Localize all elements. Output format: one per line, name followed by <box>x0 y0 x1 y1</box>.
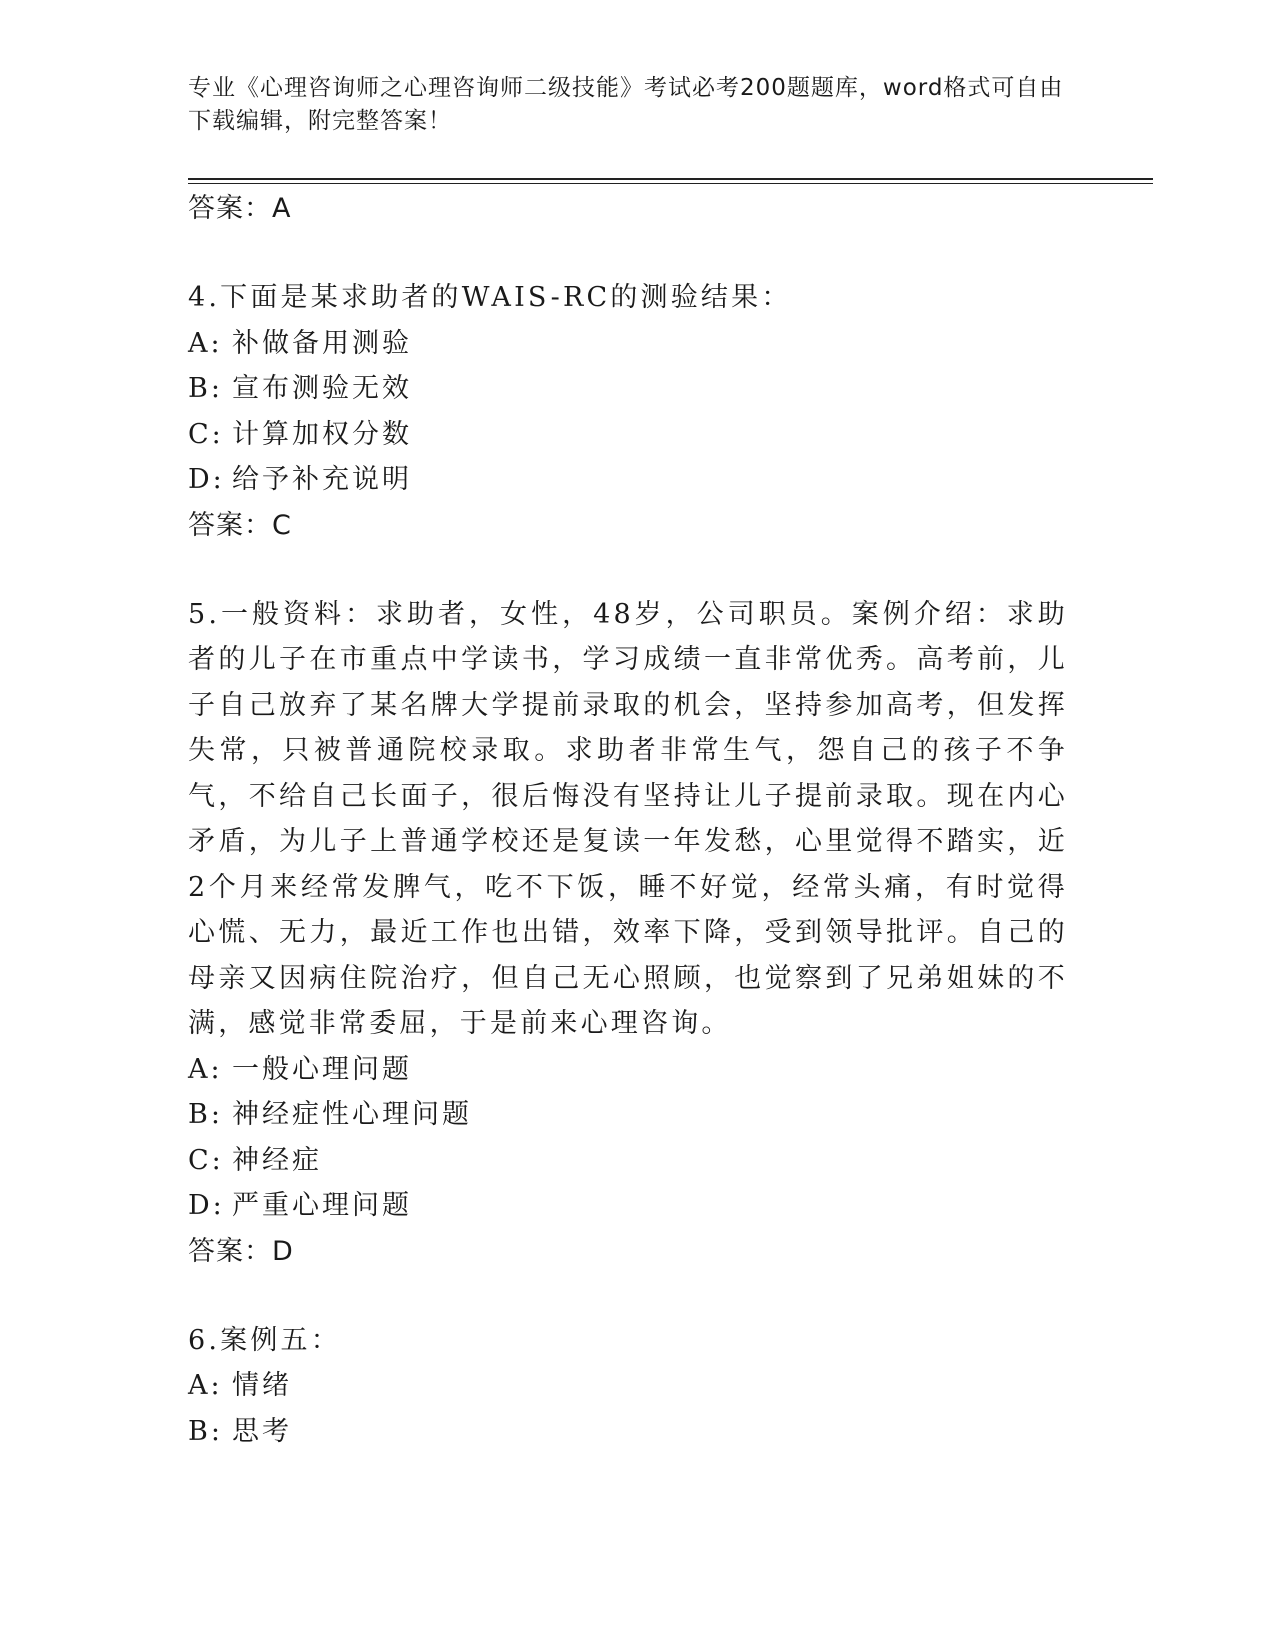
answer-line: 答案：A <box>188 193 292 224</box>
document-content <box>188 186 1068 1454</box>
question-block <box>188 1318 1068 1455</box>
option-key: C: <box>188 418 224 450</box>
option-key: B: <box>188 1415 223 1447</box>
answer-line: 答案：D <box>188 1235 294 1267</box>
option-b <box>188 366 1068 412</box>
option-key: B: <box>188 1099 223 1130</box>
question-text: 6.案例五： <box>188 1324 341 1356</box>
question-text: 5.一般资料：求助者，女性，48岁，公司职员。案例介绍：求助者的儿子在市重点中学读书，学习成绩一直非常优秀。高考前，儿子自己放弃了某名牌大学提前录取的机会，坚持参加高考，但发挥失常，只被普通院校录取。求助者非常生气，怨自己的孩子不争气，不给自己长面子，很后悔没有坚持让儿子提前录取。现在内心矛盾，为儿子上普通学校还是复读一年发愁，心里觉得不踏实，近2个月来经常发脾气，吃不下饭，睡不好觉，经常头痛，有时觉得心慌、无力，最近工作也出错，效率下降，受到领导批评。自己的母亲又因病住院治疗，但自己无心照顾，也觉察到了兄弟姐妹的不满，感觉非常委屈，于是前来心理咨询。 <box>188 598 1068 1039</box>
header-rule-thick <box>188 178 1153 180</box>
option-d <box>188 457 1068 503</box>
option-label: 给予补充说明 <box>232 464 412 495</box>
question-block <box>188 275 1068 548</box>
question-text: 4.下面是某求助者的WAIS-RC的测验结果： <box>188 282 792 313</box>
option-d <box>188 1183 1068 1229</box>
option-label: 情绪 <box>232 1370 292 1401</box>
option-label: 补做备用测验 <box>232 327 412 359</box>
option-label: 思考 <box>232 1415 292 1447</box>
option-key: D: <box>188 464 225 495</box>
answer-line: 答案：C <box>188 509 292 541</box>
header-rule-thin <box>188 183 1153 184</box>
option-label: 严重心理问题 <box>232 1190 412 1221</box>
option-b <box>188 1409 1068 1455</box>
option-a <box>188 321 1068 367</box>
option-key: A: <box>188 1053 223 1085</box>
option-key: B: <box>188 373 223 404</box>
option-key: D: <box>188 1190 225 1221</box>
option-b <box>188 1092 1068 1138</box>
option-label: 计算加权分数 <box>232 418 412 450</box>
option-label: 神经症性心理问题 <box>232 1099 472 1130</box>
option-label: 神经症 <box>232 1144 322 1176</box>
option-label: 宣布测验无效 <box>232 373 412 404</box>
option-label: 一般心理问题 <box>232 1053 412 1085</box>
option-c <box>188 1138 1068 1184</box>
option-key: A: <box>188 327 223 359</box>
question-block <box>188 592 1068 1274</box>
document-header: 专业《心理咨询师之心理咨询师二级技能》考试必考200题题库，word格式可自由下载编辑，附完整答案！ <box>188 75 1064 134</box>
option-c <box>188 412 1068 458</box>
option-a <box>188 1047 1068 1093</box>
option-key: C: <box>188 1144 224 1176</box>
option-key: A: <box>188 1370 223 1401</box>
option-a <box>188 1363 1068 1409</box>
